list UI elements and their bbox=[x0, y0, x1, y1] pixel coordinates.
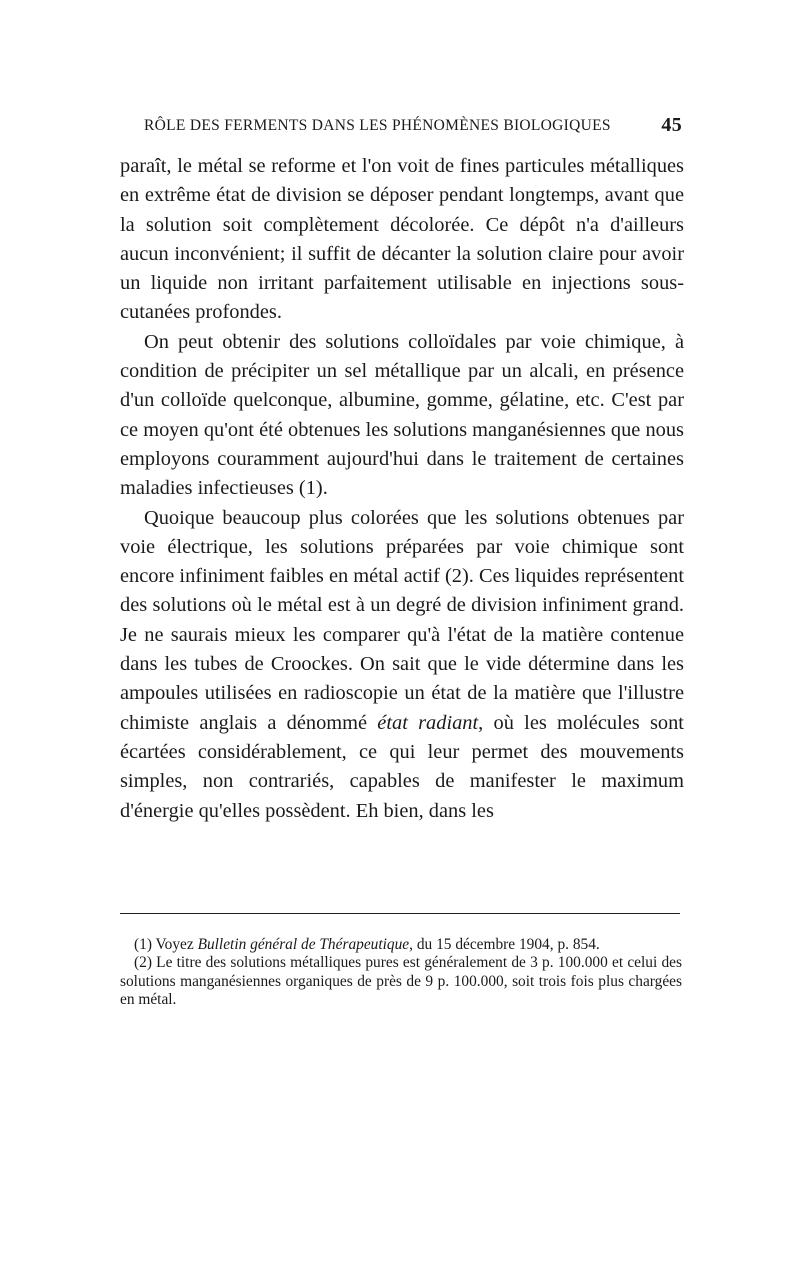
paragraph-3-italic-term: état radiant bbox=[377, 711, 479, 734]
footnote-1-text-a: (1) Voyez bbox=[134, 936, 194, 953]
footnote-1-text-b: , du 15 décembre 1904, p. 854. bbox=[409, 936, 600, 953]
paragraph-3-text-b: , où les molécules sont écartées considérablement, ce qui leur permet des mouvements simples, non contrariés, capables de manifester le maximum d'énergie qu'elles possèdent. Eh bien, dans les bbox=[120, 711, 684, 822]
paragraph-3-text-a: Quoique beaucoup plus colorées que les solutions obtenues par voie électrique, les solutions préparées par voie chimique sont encore infiniment faibles en métal actif (2). Ces liquides représentent des solutions où le métal est à un degré de division infiniment grand. Je ne saurais mieux les comparer qu'à l'état de la matière contenue dans les tubes de Croockes. On sait que le vide détermine dans les ampoules utilisées en radioscopie un état de la matière que l'illustre chimiste anglais a dénommé bbox=[120, 506, 684, 734]
paragraph-2: On peut obtenir des solutions colloïdales par voie chimique, à condition de précipiter un sel métallique par un alcali, en présence d'un colloïde quelconque, albumine, gomme, gélatine, etc. C'est par ce moyen qu'ont été obtenues les solutions manganésiennes que nous employons couramment aujourd'hui dans le traitement de certaines maladies infectieuses (1). bbox=[120, 330, 684, 500]
footnote-1-journal-title: Bulletin général de Thérapeutique bbox=[197, 936, 410, 953]
footnote-rule bbox=[120, 913, 680, 914]
page-number: 45 bbox=[661, 114, 682, 136]
footnote-1 bbox=[120, 936, 682, 954]
footnote-2: (2) Le titre des solutions métalliques pures est généralement de 3 p. 100.000 et celui des solutions manganésiennes organiques de près de 9 p. 100.000, soit trois fois plus chargées en métal. bbox=[120, 954, 682, 1008]
running-head bbox=[120, 114, 688, 139]
footnotes bbox=[120, 936, 682, 1009]
running-title: RÔLE DES FERMENTS DANS LES PHÉNOMÈNES BIOLOGIQUES bbox=[144, 117, 611, 134]
paragraph-1: paraît, le métal se reforme et l'on voit de fines particules métalliques en extrême état de division se déposer pendant longtemps, avant que la solution soit complètement décolorée. Ce dépôt n'a d'ailleurs aucun inconvénient; il suffit de décanter la solution claire pour avoir un liquide non irritant parfaitement utilisable en injections sous-cutanées profondes. bbox=[120, 155, 684, 324]
body-text bbox=[120, 152, 684, 826]
paragraph-3 bbox=[120, 504, 684, 826]
